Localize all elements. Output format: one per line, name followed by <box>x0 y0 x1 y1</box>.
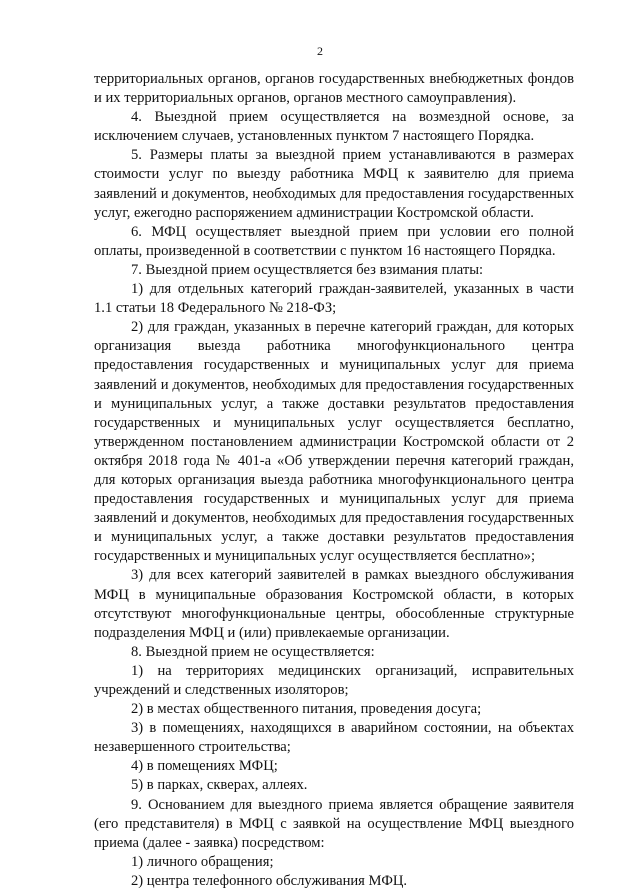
paragraph-clause-8-item-4: 4) в помещениях МФЦ; <box>131 758 278 775</box>
paragraph-clause-6: 6. МФЦ осуществляет выездной прием при условии его полной оплаты, произведенной в соответствии с пунктом 16 настоящего Порядка. <box>94 223 574 259</box>
paragraph-clause-9: 9. Основанием для выездного приема является обращение заявителя (его представителя) в МФЦ с заявкой на осуществление МФЦ выездного приема (далее - заявка) посредством: <box>94 796 574 851</box>
paragraph-clause-9-item-2: 2) центра телефонного обслуживания МФЦ. <box>131 872 408 889</box>
paragraph-clause-8-item-1: 1) на территориях медицинских организаций, исправительных учреждений и следственных изоляторов; <box>94 662 574 698</box>
paragraph-clause-7: 7. Выездной прием осуществляется без взимания платы: <box>131 261 484 278</box>
paragraph-clause-7-item-3: 3) для всех категорий заявителей в рамках выездного обслуживания МФЦ в муниципальные образования Костромской области, в которых отсутствуют многофункциональные центры, обособленные структурные подразделения МФЦ и (или) привлекаемые организации. <box>94 567 574 641</box>
paragraph-clause-7-item-2: 2) для граждан, указанных в перечне категорий граждан, для которых организация выезда работника многофункционального центра предоставления государственных и муниципальных услуг для приема заявлений и документов, необходимых для предоставления государственных и муниципальных услуг, а также доставки результатов предоставления государственных и муниципальных услуг осуществляется бесплатно, утвержденном постановлением администрации Костромской области от 2 октября 2018 года № 401-а «Об утверждении перечня категорий граждан, для которых организация выезда работника многофункционального центра предоставления государственных и муниципальных услуг для приема заявлений и документов, необходимых для предоставления государственных и муниципальных услуг, а также доставки результатов предоставления государственных и муниципальных услуг осуществляется бесплатно»; <box>94 319 574 565</box>
paragraph-continuation: территориальных органов, органов государственных внебюджетных фондов и их территориальных органов, органов местного самоуправления). <box>94 71 574 107</box>
paragraph-clause-8-item-2: 2) в местах общественного питания, проведения досуга; <box>131 701 482 718</box>
paragraph-clause-8: 8. Выездной прием не осуществляется: <box>131 643 375 660</box>
paragraph-clause-8-item-3: 3) в помещениях, находящихся в аварийном состоянии, на объектах незавершенного строительства; <box>94 720 574 756</box>
paragraph-clause-7-item-1: 1) для отдельных категорий граждан-заявителей, указанных в части 1.1 статьи 18 Федерального № 218-ФЗ; <box>94 281 574 317</box>
paragraph-clause-4: 4. Выездной прием осуществляется на возмездной основе, за исключением случаев, установленных пунктом 7 настоящего Порядка. <box>94 109 574 145</box>
page-number: 2 <box>317 44 323 58</box>
paragraph-clause-8-item-5: 5) в парках, скверах, аллеях. <box>131 777 308 794</box>
paragraph-clause-5: 5. Размеры платы за выездной прием устанавливаются в размерах стоимости услуг по выезду работника МФЦ к заявителю для приема заявлений и документов, необходимых для предоставления государственных услуг, ежегодно распоряжением администрации Костромской области. <box>94 147 574 221</box>
document-body <box>94 70 574 891</box>
paragraph-clause-9-item-1: 1) личного обращения; <box>131 853 274 870</box>
